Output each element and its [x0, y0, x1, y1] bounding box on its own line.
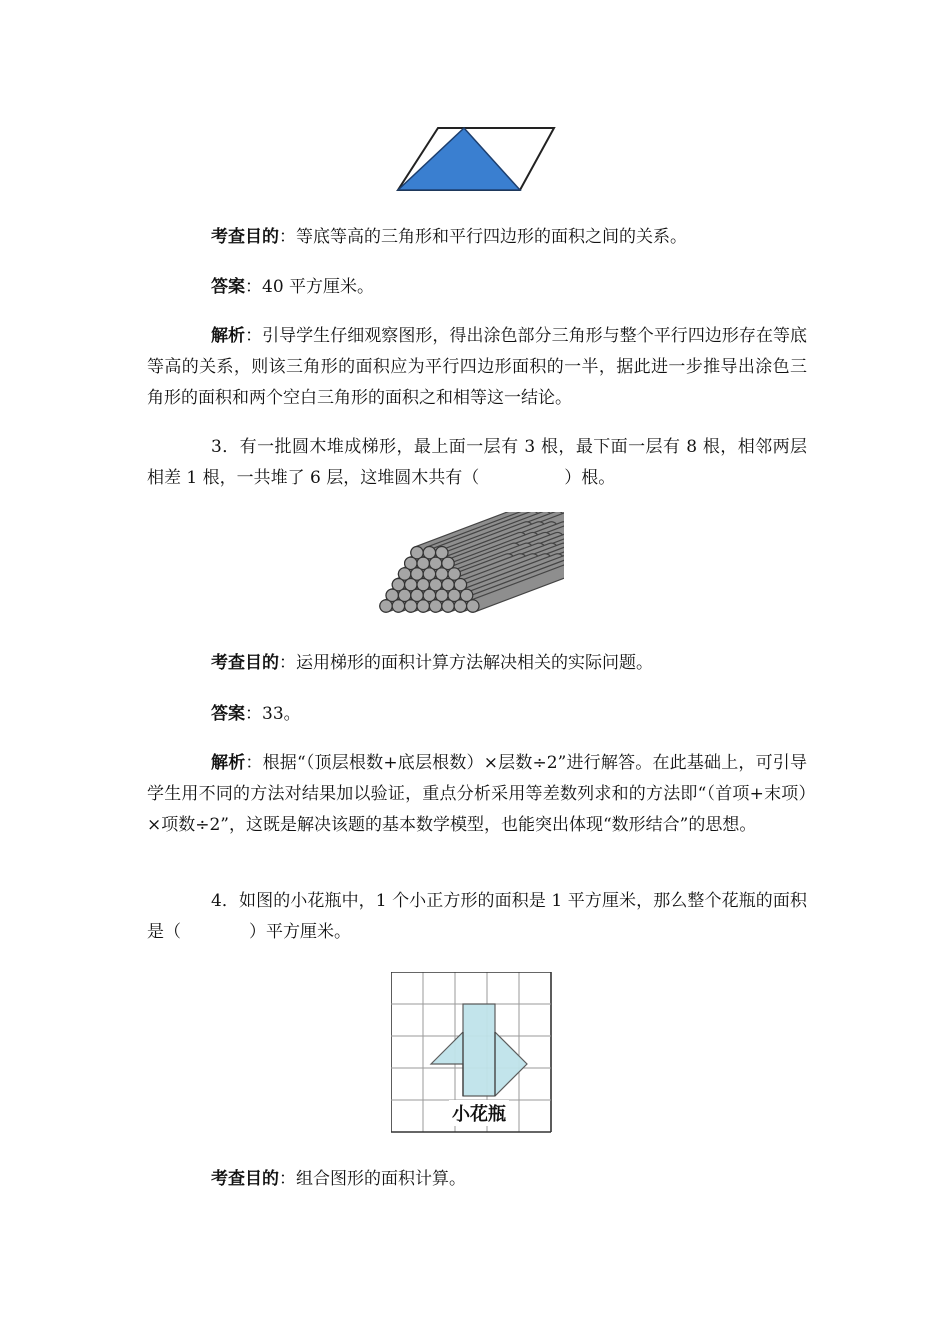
- log-end: [392, 600, 404, 612]
- vase-grid-figure: [391, 972, 559, 1134]
- purpose-text: ：组合图形的面积计算。: [279, 1169, 466, 1189]
- log-end: [429, 600, 441, 612]
- vase-label: 小花瓶: [452, 1104, 506, 1125]
- purpose-line-2: [147, 648, 807, 679]
- analysis-text: ：根据“（顶层根数+底层根数）×层数÷2”进行解答。在此基础上，可引导学生用不同的方法对结果加以验证，重点分析采用等差数列求和的方法即“（首项+末项）×项数÷2”，这既是解决该题的基本数学模型，也能突出体现“数形结合”的思想。: [147, 753, 807, 835]
- purpose-text: ：运用梯形的面积计算方法解决相关的实际问题。: [279, 653, 653, 673]
- question-4: 4．如图的小花瓶中，1 个小正方形的面积是 1 平方厘米，那么整个花瓶的面积是（ ）平方厘米。: [147, 891, 807, 942]
- analysis-text: ：引导学生仔细观察图形，得出涂色部分三角形与整个平行四边形存在等底等高的关系，则该三角形的面积应为平行四边形面积的一半，据此进一步推导出涂色三角形的面积和两个空白三角形的面积之和相等这一结论。: [147, 326, 808, 408]
- purpose-line-3: [147, 1164, 807, 1195]
- purpose-text: ：等底等高的三角形和平行四边形的面积之间的关系。: [279, 227, 687, 247]
- answer-label: 答案: [211, 704, 245, 724]
- parallelogram-figure: [390, 120, 560, 196]
- analysis-paragraph-2: [147, 748, 807, 841]
- answer-label: 答案: [211, 277, 245, 297]
- analysis-paragraph-1: [147, 321, 807, 414]
- purpose-label: 考查目的: [211, 653, 279, 673]
- log-stack-figure: [374, 512, 564, 618]
- log-end: [442, 600, 454, 612]
- analysis-label: 解析: [211, 326, 246, 346]
- purpose-line-1: [147, 222, 807, 253]
- log-end: [417, 600, 429, 612]
- analysis-label: 解析: [211, 753, 246, 773]
- log-end: [454, 600, 466, 612]
- purpose-label: 考查目的: [211, 1169, 279, 1189]
- answer-text: ：40 平方厘米。: [245, 277, 375, 297]
- purpose-label: 考查目的: [211, 227, 279, 247]
- answer-text: ：33。: [245, 704, 301, 724]
- log-end: [405, 600, 417, 612]
- answer-line-2: [147, 699, 807, 730]
- question-3: 3．有一批圆木堆成梯形，最上面一层有 3 根，最下面一层有 8 根，相邻两层相差 1 根，一共堆了 6 层，这堆圆木共有（ ）根。: [147, 437, 807, 488]
- vase-shape: [431, 1004, 527, 1096]
- log-end: [380, 600, 392, 612]
- answer-line-1: [147, 272, 807, 303]
- log-end: [467, 600, 479, 612]
